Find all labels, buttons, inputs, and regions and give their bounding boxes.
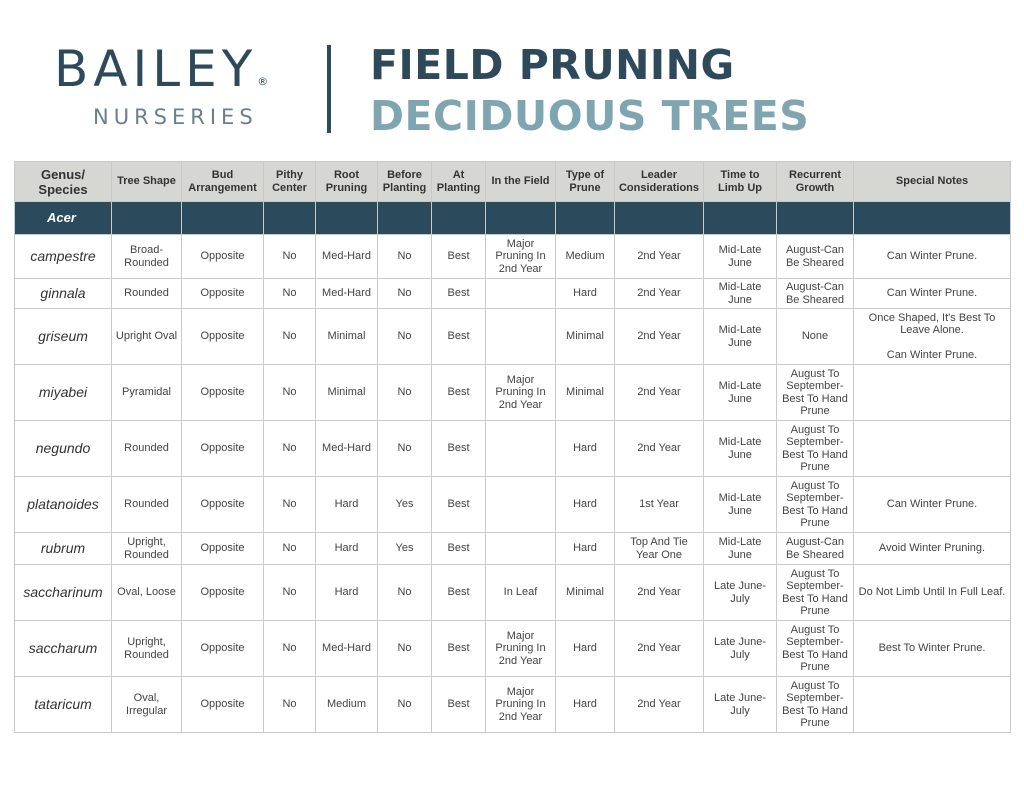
table-cell: No [264, 279, 316, 309]
table-row [15, 477, 1011, 533]
table-cell: Minimal [556, 565, 615, 621]
species-cell: miyabei [15, 365, 112, 421]
table-cell: No [378, 309, 432, 365]
table-cell: Minimal [316, 309, 378, 365]
column-header: Special Notes [854, 162, 1011, 202]
species-cell: platanoides [15, 477, 112, 533]
table-row [15, 677, 1011, 733]
table-cell: No [264, 677, 316, 733]
table-cell: Top And Tie Year One [615, 533, 704, 565]
column-header: Tree Shape [112, 162, 182, 202]
table-cell: Minimal [556, 365, 615, 421]
registered-mark: ® [257, 75, 269, 88]
table-cell: Best [432, 235, 486, 279]
table-cell: Upright Oval [112, 309, 182, 365]
page-title: FIELD PRUNING [370, 41, 735, 89]
table-cell: Medium [316, 677, 378, 733]
special-note: Do Not Limb Until In Full Leaf. [858, 586, 1006, 599]
table-cell: 2nd Year [615, 309, 704, 365]
table-cell: Best [432, 365, 486, 421]
notes-cell [854, 235, 1011, 279]
table-cell: Hard [556, 677, 615, 733]
genus-name: Acer [15, 202, 112, 235]
table-cell: No [378, 421, 432, 477]
table-cell: Opposite [182, 621, 264, 677]
column-header: At Planting [432, 162, 486, 202]
table-cell: Upright, Rounded [112, 621, 182, 677]
brand-name: BAILEY [54, 40, 258, 98]
table-cell: Opposite [182, 279, 264, 309]
page-subtitle: DECIDUOUS TREES [370, 92, 810, 140]
table-row [15, 279, 1011, 309]
table-cell: No [378, 279, 432, 309]
table-cell: No [378, 365, 432, 421]
header-divider [327, 45, 331, 133]
table-cell: No [264, 309, 316, 365]
table-cell: 2nd Year [615, 677, 704, 733]
table-cell: Mid-Late June [704, 309, 777, 365]
table-cell: Major Pruning In 2nd Year [486, 235, 556, 279]
table-cell: None [777, 309, 854, 365]
table-cell: August To September- Best To Hand Prune [777, 477, 854, 533]
table-cell: Yes [378, 477, 432, 533]
table-cell: Late June- July [704, 677, 777, 733]
table-cell: Oval, Loose [112, 565, 182, 621]
table-cell: Med-Hard [316, 235, 378, 279]
table-cell: Rounded [112, 279, 182, 309]
page-header [0, 0, 1024, 150]
table-cell: Opposite [182, 565, 264, 621]
table-cell: Mid-Late June [704, 279, 777, 309]
table-cell: Opposite [182, 677, 264, 733]
species-cell: saccharum [15, 621, 112, 677]
table-cell: Broad-Rounded [112, 235, 182, 279]
notes-cell [854, 565, 1011, 621]
table-cell: Mid-Late June [704, 235, 777, 279]
table-cell [486, 309, 556, 365]
table-cell [486, 279, 556, 309]
table-row [15, 533, 1011, 565]
table-cell: No [378, 235, 432, 279]
table-cell: Hard [316, 565, 378, 621]
table-cell: Yes [378, 533, 432, 565]
genus-group-row [15, 202, 1011, 235]
table-cell: Opposite [182, 309, 264, 365]
table-row [15, 365, 1011, 421]
table-cell: August-Can Be Sheared [777, 279, 854, 309]
table-cell: Opposite [182, 477, 264, 533]
table-cell: August To September- Best To Hand Prune [777, 421, 854, 477]
special-note: Can Winter Prune. [886, 348, 978, 361]
table-cell: Hard [556, 477, 615, 533]
table-cell: Best [432, 677, 486, 733]
species-cell: negundo [15, 421, 112, 477]
table-cell: Major Pruning In 2nd Year [486, 365, 556, 421]
table-cell: Opposite [182, 533, 264, 565]
column-header: Leader Considerations [615, 162, 704, 202]
species-cell: ginnala [15, 279, 112, 309]
table-cell: Upright, Rounded [112, 533, 182, 565]
table-cell: Opposite [182, 421, 264, 477]
table-cell: Opposite [182, 365, 264, 421]
column-header: Time to Limb Up [704, 162, 777, 202]
species-cell: rubrum [15, 533, 112, 565]
table-cell: 2nd Year [615, 279, 704, 309]
table-cell: Hard [556, 421, 615, 477]
table-row [15, 565, 1011, 621]
table-row [15, 421, 1011, 477]
species-cell: saccharinum [15, 565, 112, 621]
table-cell: 2nd Year [615, 621, 704, 677]
table-cell: In Leaf [486, 565, 556, 621]
pruning-table [14, 161, 1011, 733]
notes-cell [854, 421, 1011, 477]
table-cell: Best [432, 533, 486, 565]
special-note: Can Winter Prune. [886, 287, 978, 300]
table-header-row [15, 162, 1011, 202]
notes-cell [854, 533, 1011, 565]
table-cell: No [378, 565, 432, 621]
notes-cell [854, 477, 1011, 533]
table-cell: August To September- Best To Hand Prune [777, 621, 854, 677]
table-cell: No [264, 533, 316, 565]
notes-cell [854, 677, 1011, 733]
table-cell: Mid-Late June [704, 533, 777, 565]
table-cell: Best [432, 309, 486, 365]
table-cell: No [378, 677, 432, 733]
table-cell: No [378, 621, 432, 677]
special-note: Can Winter Prune. [886, 498, 978, 511]
table-cell: Hard [316, 533, 378, 565]
table-cell: 2nd Year [615, 235, 704, 279]
table-cell: No [264, 565, 316, 621]
table-cell: Major Pruning In 2nd Year [486, 677, 556, 733]
table-cell: August To September- Best To Hand Prune [777, 565, 854, 621]
table-cell: Mid-Late June [704, 421, 777, 477]
table-cell: No [264, 621, 316, 677]
table-cell: Best [432, 621, 486, 677]
table-cell: Minimal [556, 309, 615, 365]
table-cell: No [264, 235, 316, 279]
table-cell: Opposite [182, 235, 264, 279]
table-cell: Mid-Late June [704, 477, 777, 533]
notes-cell [854, 279, 1011, 309]
species-cell: campestre [15, 235, 112, 279]
column-header: Bud Arrangement [182, 162, 264, 202]
table-row [15, 235, 1011, 279]
notes-cell [854, 621, 1011, 677]
table-cell: Late June- July [704, 621, 777, 677]
species-cell: tataricum [15, 677, 112, 733]
column-header: Type of Prune [556, 162, 615, 202]
table-cell: Best [432, 421, 486, 477]
table-cell: No [264, 421, 316, 477]
table-cell: August To September- Best To Hand Prune [777, 677, 854, 733]
column-header: Before Planting [378, 162, 432, 202]
table-cell: 2nd Year [615, 421, 704, 477]
species-cell: griseum [15, 309, 112, 365]
column-header: Genus/ Species [15, 162, 112, 202]
table-cell: August-Can Be Sheared [777, 235, 854, 279]
table-cell: Hard [556, 279, 615, 309]
table-cell: Med-Hard [316, 421, 378, 477]
table-cell: Minimal [316, 365, 378, 421]
table-cell: Rounded [112, 421, 182, 477]
table-cell: Pyramidal [112, 365, 182, 421]
brand-logo [54, 40, 269, 98]
special-note: Can Winter Prune. [886, 250, 978, 263]
table-cell: August To September- Best To Hand Prune [777, 365, 854, 421]
table-cell: No [264, 365, 316, 421]
special-note: Best To Winter Prune. [878, 642, 986, 655]
column-header: In the Field [486, 162, 556, 202]
table-cell [486, 533, 556, 565]
table-cell [486, 421, 556, 477]
table-cell: Best [432, 477, 486, 533]
special-note: Once Shaped, It's Best To Leave Alone. [868, 311, 996, 337]
table-cell: No [264, 477, 316, 533]
table-row [15, 621, 1011, 677]
table-cell: Hard [316, 477, 378, 533]
table-cell: Hard [556, 621, 615, 677]
notes-cell [854, 365, 1011, 421]
table-cell: Mid-Late June [704, 365, 777, 421]
table-cell: Hard [556, 533, 615, 565]
table-cell: 2nd Year [615, 565, 704, 621]
table-cell: 2nd Year [615, 365, 704, 421]
table-cell: Med-Hard [316, 279, 378, 309]
table-cell: 1st Year [615, 477, 704, 533]
table-cell: Med-Hard [316, 621, 378, 677]
table-cell: Oval, Irregular [112, 677, 182, 733]
table-cell: Best [432, 279, 486, 309]
table-cell: Late June- July [704, 565, 777, 621]
table-cell: Rounded [112, 477, 182, 533]
table-cell [486, 477, 556, 533]
table-cell: Medium [556, 235, 615, 279]
table-row [15, 309, 1011, 365]
column-header: Root Pruning [316, 162, 378, 202]
table-cell: August-Can Be Sheared [777, 533, 854, 565]
column-header: Pithy Center [264, 162, 316, 202]
table-cell: Best [432, 565, 486, 621]
table-cell: Major Pruning In 2nd Year [486, 621, 556, 677]
special-note: Avoid Winter Pruning. [878, 542, 986, 555]
column-header: Recurrent Growth [777, 162, 854, 202]
notes-cell [854, 309, 1011, 365]
brand-subname: NURSERIES [93, 105, 258, 129]
